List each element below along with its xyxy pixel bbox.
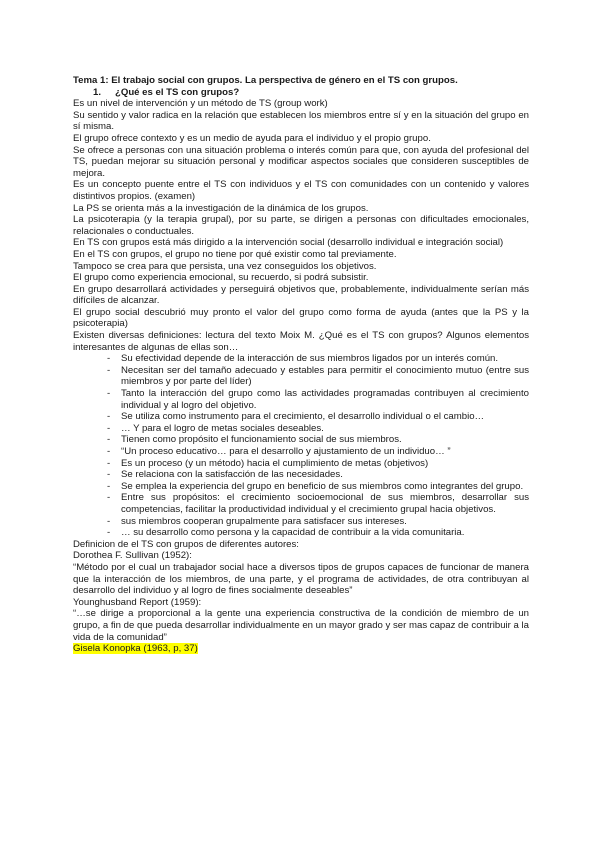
- paragraph: Tampoco se crea para que persista, una vez conseguidos los objetivos.: [73, 260, 377, 272]
- author-name: Younghusband Report (1959):: [73, 596, 202, 608]
- section-heading-text: ¿Qué es el TS con grupos?: [115, 86, 240, 98]
- list-item: - Tienen como propósito el funcionamiento social de sus miembros.: [107, 434, 529, 446]
- paragraph: Es un nivel de intervención y un método de TS (group work): [73, 98, 328, 110]
- paragraph: En TS con grupos está más dirigido a la intervención social (desarrollo individual e integración social): [73, 237, 504, 249]
- highlighted-text: Gisela Konopka (1963, p, 37): [73, 643, 198, 655]
- paragraph: Existen diversas definiciones: lectura del texto Moix M. ¿Qué es el TS con grupos? Algunos elementos interesantes de algunas de ellas son…: [73, 330, 529, 353]
- paragraph: Se ofrece a personas con una situación problema o interés común para que, con ayuda del profesional del TS, puedan mejorar su situación personal y modificar aspectos sociales que consideren susceptibles de mejora.: [73, 144, 529, 179]
- paragraph: En el TS con grupos, el grupo no tiene por qué existir como tal previamente.: [73, 248, 397, 260]
- list-item: - Necesitan ser del tamaño adecuado y estables para permitir el conocimiento mutuo (entre sus miembros y por parte del líder): [107, 365, 529, 388]
- paragraph: Definicion de el TS con grupos de diferentes autores:: [73, 538, 299, 550]
- author-name: Dorothea F. Sullivan (1952):: [73, 550, 192, 562]
- document-title: Tema 1: El trabajo social con grupos. La perspectiva de género en el TS con grupos.: [73, 75, 458, 86]
- paragraph: Su sentido y valor radica en la relación que establecen los miembros entre sí y en la situación del grupo en sí misma.: [73, 109, 529, 133]
- list-item: - Se emplea la experiencia del grupo en beneficio de sus miembros como integrantes del grupo.: [107, 481, 529, 493]
- highlighted-author: [73, 643, 529, 655]
- list-item: - … su desarrollo como persona y la capacidad de contribuir a la vida comunitaria.: [107, 527, 529, 539]
- list-item: - sus miembros cooperan grupalmente para satisfacer sus intereses.: [107, 516, 529, 528]
- paragraph: La PS se orienta más a la investigación de la dinámica de los grupos.: [73, 202, 369, 214]
- paragraph: Es un concepto puente entre el TS con individuos y el TS con comunidades con un contenido y valores distintivos propios. (examen): [73, 179, 529, 202]
- list-item: - Tanto la interacción del grupo como las actividades programadas contribuyen al crecimiento individual y al logro del objetivo.: [107, 388, 529, 411]
- paragraph: El grupo como experiencia emocional, su recuerdo, si podrá subsistir.: [73, 272, 369, 284]
- document-page: [73, 75, 529, 655]
- section-number: 1.: [93, 86, 102, 98]
- list-item: - “Un proceso educativo… para el desarrollo y ajustamiento de un individuo… ”: [107, 446, 529, 458]
- quote: “…se dirige a proporcional a la gente una experiencia constructiva de la condición de miembro de un grupo, a fin de que pueda desarrollar individualmente en un mayor grado y ser mas capaz de contribuir a la vida de la comunidad”: [73, 608, 529, 643]
- list-item: - Es un proceso (y un método) hacia el cumplimiento de metas (objetivos): [107, 458, 529, 470]
- section-heading: [73, 87, 529, 99]
- list-item: - Entre sus propósitos: el crecimiento socioemocional de sus miembros, desarrollar sus competencias, facilitar la productividad individual y el crecimiento grupal hacia objetivos.: [107, 492, 529, 515]
- definition-elements-list: [73, 353, 529, 539]
- paragraph: En grupo desarrollará actividades y perseguirá objetivos que, probablemente, individualmente serían más difíciles de alcanzar.: [73, 283, 529, 307]
- list-item: - Su efectividad depende de la interacción de sus miembros ligados por un interés común.: [107, 353, 529, 365]
- list-item: - … Y para el logro de metas sociales deseables.: [107, 423, 529, 435]
- paragraph: El grupo ofrece contexto y es un medio de ayuda para el individuo y el propio grupo.: [73, 132, 431, 144]
- list-item: - Se relaciona con la satisfacción de las necesidades.: [107, 469, 529, 481]
- paragraph: La psicoterapia (y la terapia grupal), por su parte, se dirigen a personas con dificultades emocionales, relacionales o conductuales.: [73, 214, 529, 237]
- list-item: - Se utiliza como instrumento para el crecimiento, el desarrollo individual o el cambio…: [107, 411, 529, 423]
- paragraph: El grupo social descubrió muy pronto el valor del grupo como forma de ayuda (antes que la PS y la psicoterapia): [73, 306, 529, 330]
- quote: “Método por el cual un trabajador social hace a diversos tipos de grupos capaces de funcionar de manera que la interacción de los miembros, de una parte, y el programa de actividades, de otra contribuyan al desarrollo del individuo y al logro de fines socialmente deseables”: [73, 561, 529, 597]
